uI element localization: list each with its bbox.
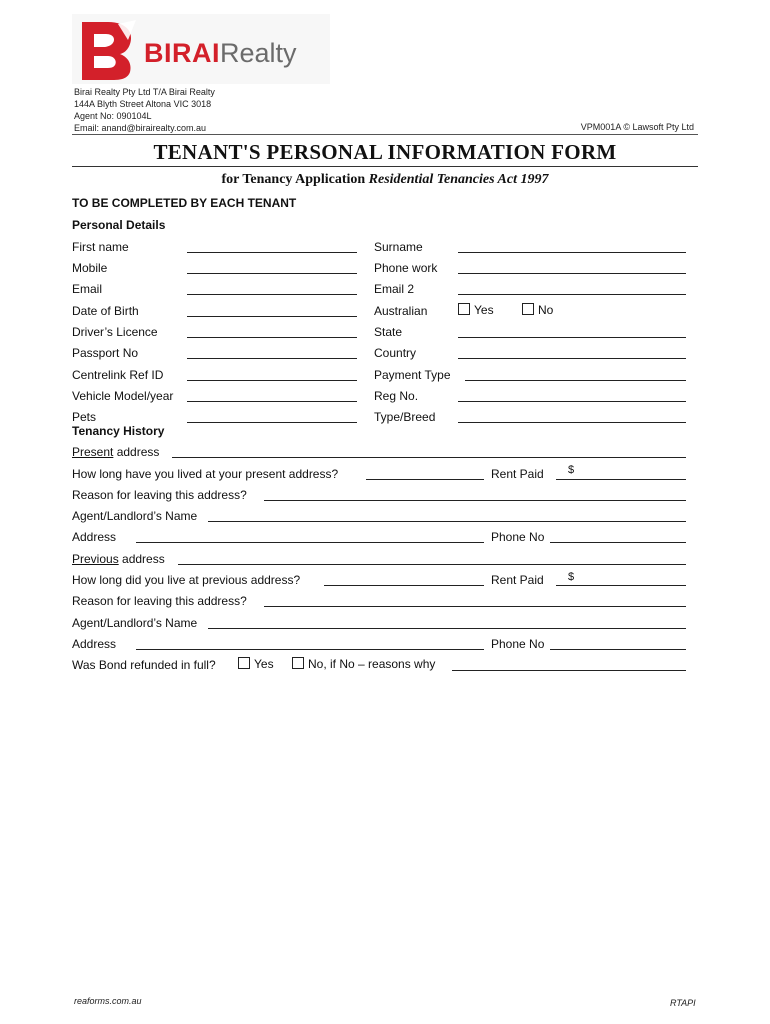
birai-logo-icon [78,20,136,80]
how-long-previous-label: How long did you live at previous address? [72,573,301,587]
rent-paid-previous-field[interactable] [556,585,686,586]
surname-field[interactable] [458,252,686,253]
checkbox-icon[interactable] [292,657,304,669]
agency-logo [72,14,330,84]
centrelink-ref-label: Centrelink Ref ID [72,368,164,382]
phone-no-previous-label: Phone No [491,637,545,651]
reason-leaving-previous-field[interactable] [264,606,686,607]
passport-no-field[interactable] [187,358,357,359]
bond-refunded-label: Was Bond refunded in full? [72,658,216,672]
reason-leaving-label: Reason for leaving this address? [72,488,247,502]
payment-type-label: Payment Type [374,368,451,382]
pets-field[interactable] [187,422,357,423]
copyright-notice: VPM001A © Lawsoft Pty Ltd [580,122,694,132]
drivers-licence-label: Driver’s Licence [72,325,158,339]
phone-work-label: Phone work [374,261,438,275]
email-2-field[interactable] [458,294,686,295]
checkbox-icon[interactable] [238,657,250,669]
bond-yes-option[interactable]: Yes [238,657,274,671]
footer-website: reaforms.com.au [74,996,142,1006]
bond-no-option[interactable]: No, if No – reasons why [292,657,435,671]
reason-leaving-previous-label: Reason for leaving this address? [72,594,247,608]
agency-line: Email: anand@birairealty.com.au [74,123,207,133]
personal-details-heading: Personal Details [72,218,166,232]
rent-paid-previous-label: Rent Paid [491,573,544,587]
phone-no-label: Phone No [491,530,545,544]
how-long-previous-field[interactable] [324,585,484,586]
email-2-label: Email 2 [374,282,415,296]
form-title: TENANT'S PERSONAL INFORMATION FORM [153,140,617,164]
dollar-sign: $ [568,464,575,476]
header-divider [72,134,698,135]
australian-label: Australian [374,304,428,318]
state-label: State [374,325,403,339]
type-breed-field[interactable] [458,422,686,423]
agent-landlord-field[interactable] [208,521,686,522]
how-long-present-field[interactable] [366,479,484,480]
reg-no-label: Reg No. [374,389,419,403]
first-name-field[interactable] [187,252,357,253]
agent-landlord-previous-label: Agent/Landlord’s Name [72,616,198,630]
form-subtitle: for Tenancy Application Residential Tenancies Act 1997 [221,172,549,187]
country-label: Country [374,346,417,360]
state-field[interactable] [458,337,686,338]
phone-no-previous-field[interactable] [550,649,686,650]
agent-address-previous-label: Address [72,637,117,651]
dollar-sign: $ [568,571,575,583]
mobile-label: Mobile [72,261,108,275]
agent-landlord-label: Agent/Landlord’s Name [72,509,198,523]
agency-details [74,86,215,134]
pets-label: Pets [72,410,97,424]
australian-no-option[interactable]: No [522,303,553,317]
agent-address-label: Address [72,530,117,544]
tenancy-history-heading: Tenancy History [72,424,165,438]
passport-no-label: Passport No [72,346,139,360]
present-address-field[interactable] [172,457,686,458]
reg-no-field[interactable] [458,401,686,402]
email-label: Email [72,282,103,296]
agency-line: Agent No: 090104L [74,111,152,121]
phone-work-field[interactable] [458,273,686,274]
drivers-licence-field[interactable] [187,337,357,338]
previous-address-field[interactable] [178,564,686,565]
checkbox-icon[interactable] [458,303,470,315]
date-of-birth-field[interactable] [187,316,357,317]
rent-paid-label: Rent Paid [491,467,544,481]
agent-landlord-previous-field[interactable] [208,628,686,629]
vehicle-model-field[interactable] [187,401,357,402]
instruction-text: TO BE COMPLETED BY EACH TENANT [72,196,297,210]
agent-address-field[interactable] [136,542,484,543]
agency-line: Birai Realty Pty Ltd T/A Birai Realty [74,87,215,97]
footer-form-code: RTAPI [670,998,696,1008]
vehicle-model-label: Vehicle Model/year [72,389,174,403]
email-field[interactable] [187,294,357,295]
payment-type-field[interactable] [465,380,686,381]
surname-label: Surname [374,240,423,254]
phone-no-field[interactable] [550,542,686,543]
how-long-present-label: How long have you lived at your present address? [72,467,339,481]
previous-address-label: Previous address [72,552,165,566]
agency-line: 144A Blyth Street Altona VIC 3018 [74,99,212,109]
reason-leaving-field[interactable] [264,500,686,501]
agent-address-previous-field[interactable] [136,649,484,650]
checkbox-icon[interactable] [522,303,534,315]
australian-yes-option[interactable]: Yes [458,303,494,317]
centrelink-ref-field[interactable] [187,380,357,381]
type-breed-label: Type/Breed [374,410,436,424]
country-field[interactable] [458,358,686,359]
date-of-birth-label: Date of Birth [72,304,139,318]
bond-reasons-field[interactable] [452,670,686,671]
first-name-label: First name [72,240,129,254]
title-divider [72,166,698,167]
rent-paid-field[interactable] [556,479,686,480]
present-address-label: Present address [72,445,160,459]
brand-name: BIRAIRealty [144,38,297,68]
mobile-field[interactable] [187,273,357,274]
